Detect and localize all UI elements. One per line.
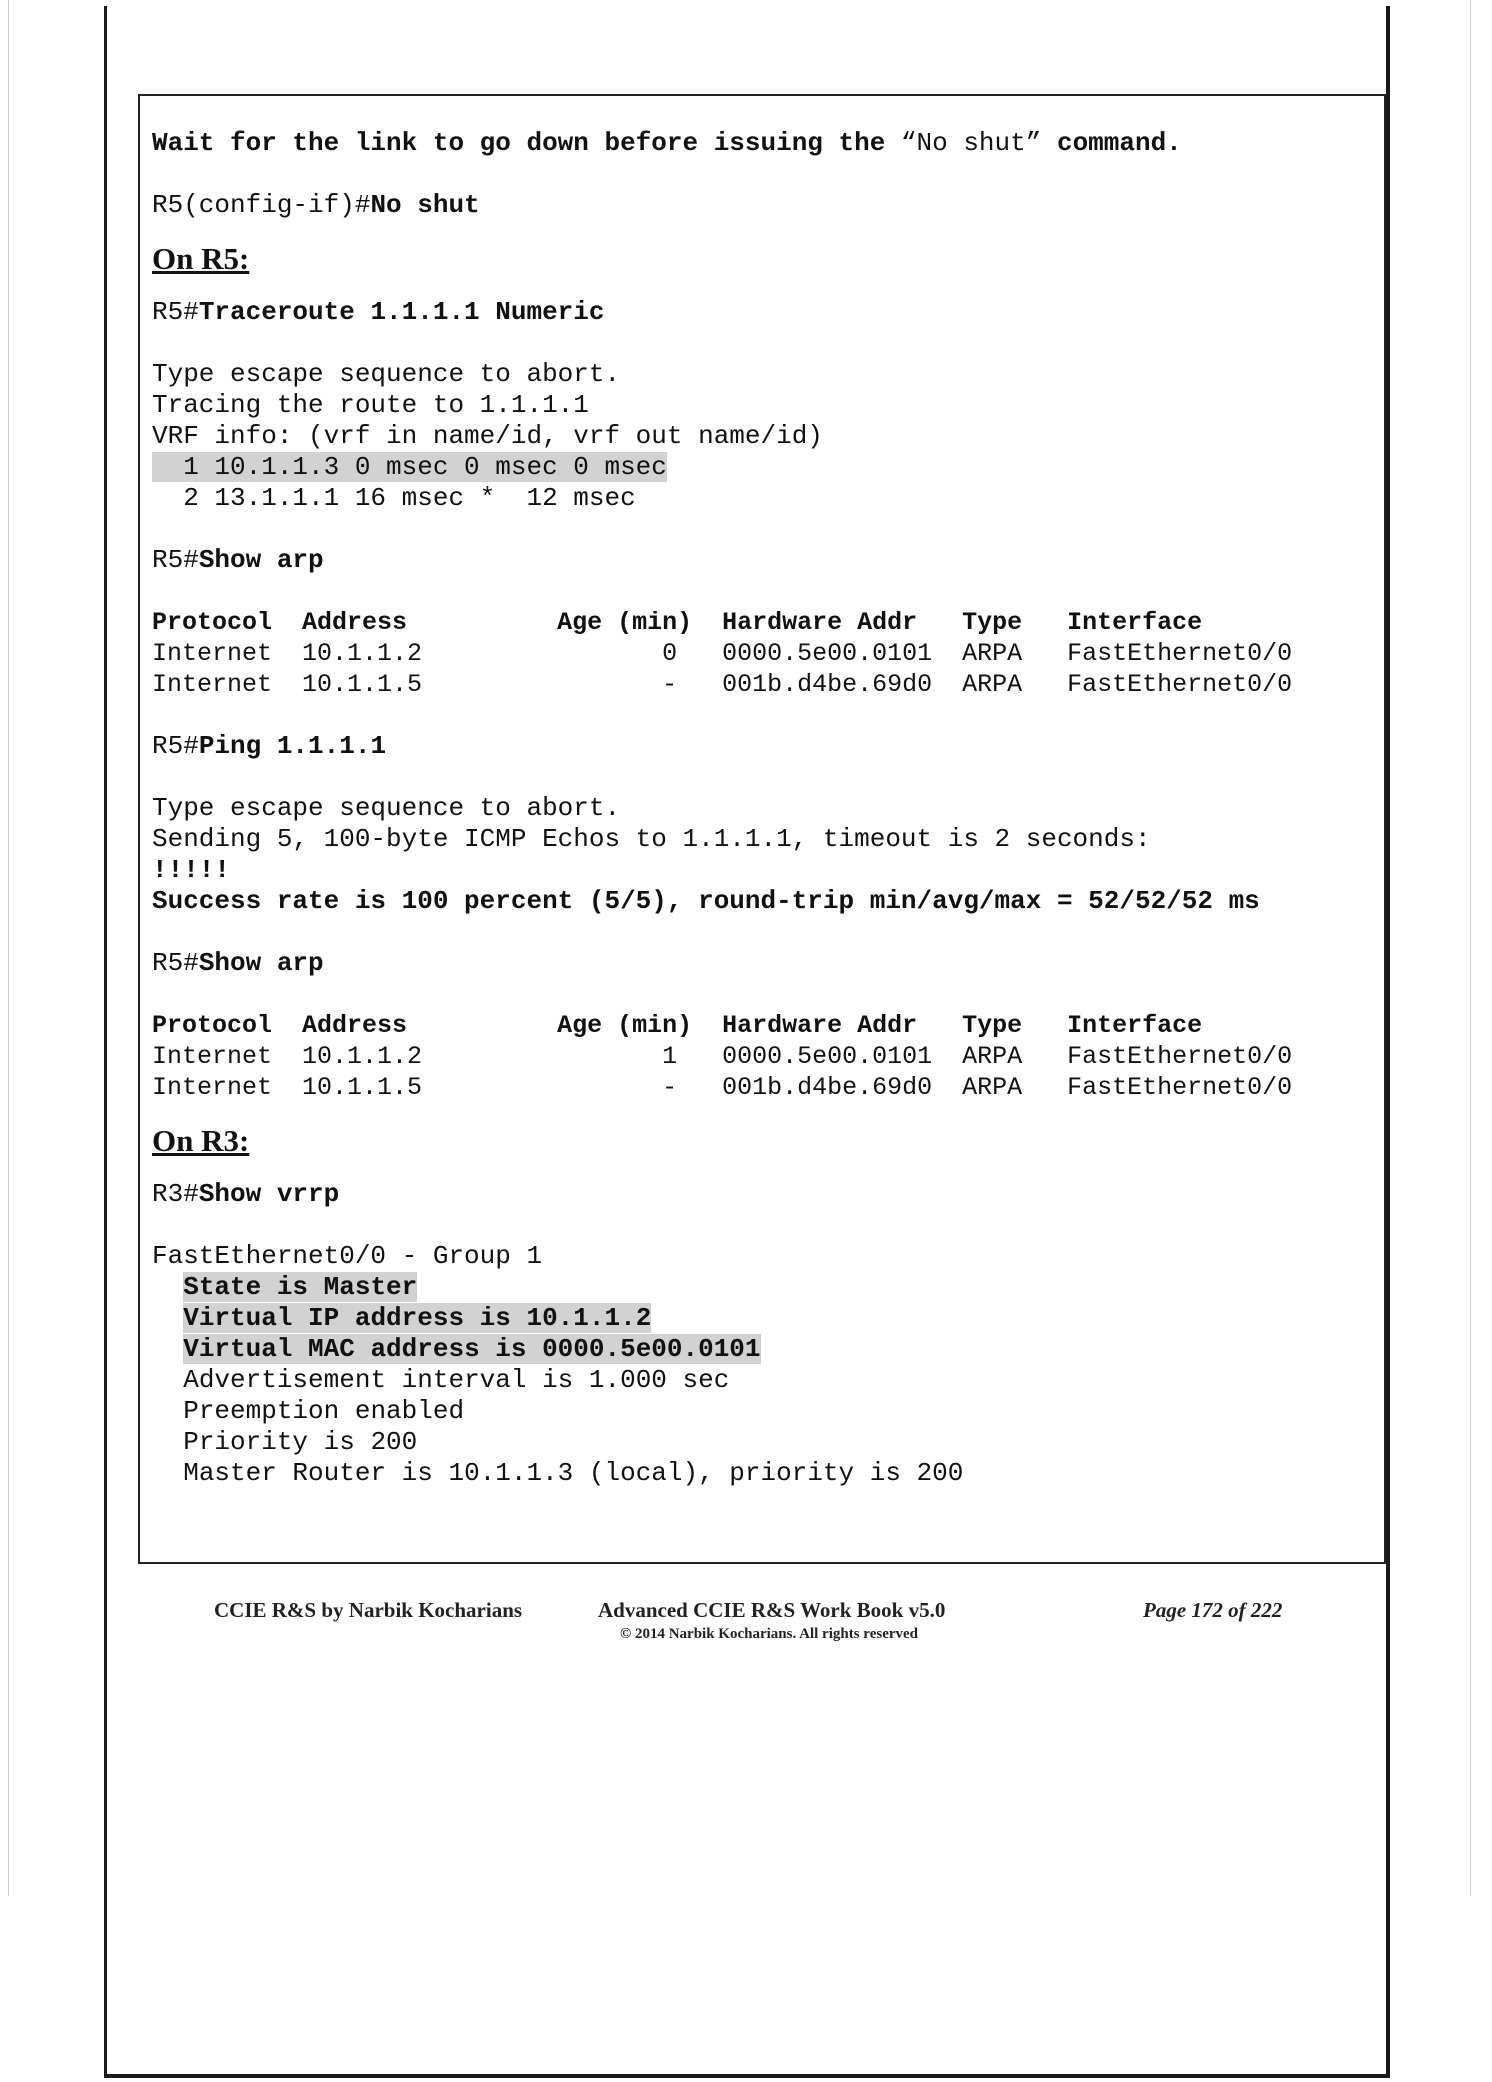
traceroute-output-line: VRF info: (vrf in name/id, vrf out name/id) — [152, 421, 823, 451]
vrrp-virtual-ip: Virtual IP address is 10.1.1.2 — [183, 1303, 652, 1333]
vrrp-group-line: FastEthernet0/0 - Group 1 — [152, 1241, 543, 1271]
footer-author: CCIE R&S by Narbik Kocharians — [214, 1598, 523, 1622]
arp-table-row: Internet 10.1.1.5 - 001b.d4be.69d0 ARPA FastEthernet0/0 — [152, 670, 1293, 699]
ping-command: R5#Ping 1.1.1.1 — [152, 731, 387, 761]
arp-table-header: Protocol Address Age (min) Hardware Addr Type Interface — [152, 1011, 1203, 1040]
arp-table-row: Internet 10.1.1.5 - 001b.d4be.69d0 ARPA FastEthernet0/0 — [152, 1073, 1293, 1102]
vrrp-detail: Master Router is 10.1.1.3 (local), priority is 200 — [183, 1458, 964, 1488]
page-content — [152, 128, 1372, 1489]
footer-page-number: Page 172 of 222 — [1143, 1598, 1283, 1622]
traceroute-command: R5#Traceroute 1.1.1.1 Numeric — [152, 297, 605, 327]
arp-table-row: Internet 10.1.1.2 1 0000.5e00.0101 ARPA FastEthernet0/0 — [152, 1042, 1293, 1071]
ping-output-line: Sending 5, 100-byte ICMP Echos to 1.1.1.1, timeout is 2 seconds: — [152, 824, 1151, 854]
ping-output-line: Type escape sequence to abort. — [152, 793, 621, 823]
vrrp-virtual-mac: Virtual MAC address is 0000.5e00.0101 — [183, 1334, 761, 1364]
vrrp-detail: Priority is 200 — [183, 1427, 418, 1457]
vrrp-detail: Preemption enabled — [183, 1396, 465, 1426]
footer-book-title: Advanced CCIE R&S Work Book v5.0 — [598, 1598, 946, 1622]
show-arp-command: R5#Show arp — [152, 545, 324, 575]
traceroute-output-line: Tracing the route to 1.1.1.1 — [152, 390, 589, 420]
heading-on-r5: On R5: — [152, 241, 250, 276]
intro-note: Wait for the link to go down before issuing the “No shut” command. — [152, 128, 1182, 158]
scan-edge-right — [1470, 0, 1471, 1896]
traceroute-output-line: Type escape sequence to abort. — [152, 359, 621, 389]
traceroute-hop-2: 2 13.1.1.1 16 msec * 12 msec — [152, 483, 636, 513]
show-arp-command: R5#Show arp — [152, 948, 324, 978]
arp-table-header: Protocol Address Age (min) Hardware Addr Type Interface — [152, 608, 1203, 637]
vrrp-state: State is Master — [183, 1272, 418, 1302]
vrrp-detail: Advertisement interval is 1.000 sec — [183, 1365, 730, 1395]
noshut-command: R5(config-if)#No shut — [152, 190, 480, 220]
scan-edge-left — [8, 0, 9, 1896]
footer-copyright: © 2014 Narbik Kocharians. All rights reserved — [620, 1626, 919, 1642]
show-vrrp-command: R3#Show vrrp — [152, 1179, 340, 1209]
traceroute-hop-1: 1 10.1.1.3 0 msec 0 msec 0 msec — [152, 452, 667, 482]
arp-table-row: Internet 10.1.1.2 0 0000.5e00.0101 ARPA FastEthernet0/0 — [152, 639, 1293, 668]
heading-on-r3: On R3: — [152, 1123, 250, 1158]
ping-success-marks: !!!!! — [152, 855, 231, 885]
ping-success-rate: Success rate is 100 percent (5/5), round-trip min/avg/max = 52/52/52 ms — [152, 886, 1260, 916]
